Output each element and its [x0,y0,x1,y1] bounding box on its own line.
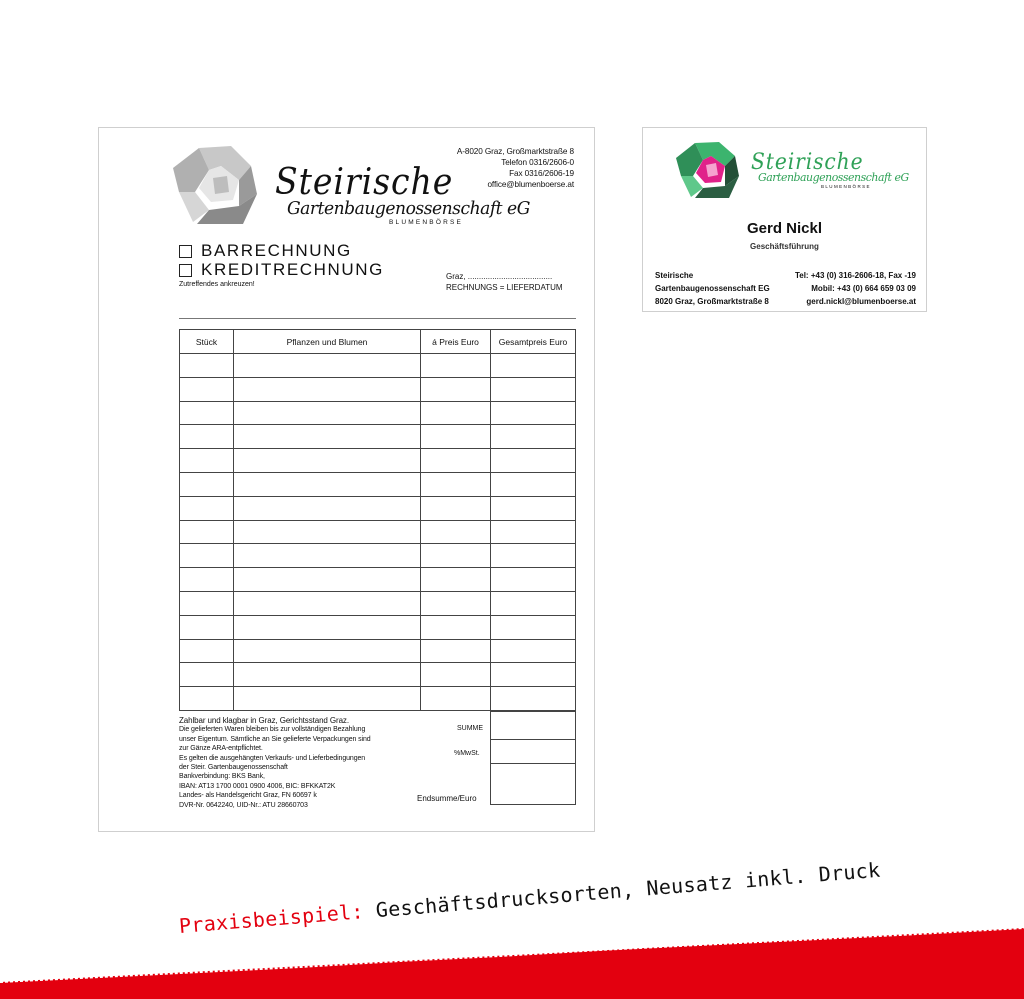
table-row[interactable] [180,449,576,473]
cell-gesamtpreis[interactable] [491,591,576,615]
cell-pflanzen[interactable] [234,472,421,496]
cell-stueck[interactable] [180,639,234,663]
cell-gesamtpreis[interactable] [491,520,576,544]
cell-stueck[interactable] [180,472,234,496]
cell-stueck[interactable] [180,496,234,520]
card-company-address: Steirische Gartenbaugenossenschaft EG 8020 Graz, Großmarktstraße 8 [655,271,770,306]
card-email-link[interactable]: gerd.nickl@blumenboerse.at [806,297,916,306]
checkbox-icon[interactable] [179,245,192,258]
invoice-form [98,127,595,832]
cell-preis[interactable] [421,687,491,711]
table-row[interactable] [180,663,576,687]
table-row[interactable] [180,520,576,544]
rose-logo-color-icon [673,140,743,200]
cell-pflanzen[interactable] [234,615,421,639]
checkbox-barrechnung[interactable]: BARRECHNUNG [179,241,352,261]
cell-gesamtpreis[interactable] [491,615,576,639]
cell-gesamtpreis[interactable] [491,354,576,378]
summe-field[interactable] [491,712,576,740]
table-row[interactable] [180,639,576,663]
cell-preis[interactable] [421,568,491,592]
cell-gesamtpreis[interactable] [491,687,576,711]
cell-stueck[interactable] [180,568,234,592]
cell-preis[interactable] [421,663,491,687]
cell-preis[interactable] [421,449,491,473]
card-person-name: Gerd Nickl [746,220,823,237]
cell-pflanzen[interactable] [234,544,421,568]
brand-title: Steirische [275,162,454,203]
rose-logo-gray-icon [169,144,261,226]
cell-stueck[interactable] [180,377,234,401]
cell-stueck[interactable] [180,663,234,687]
cell-pflanzen[interactable] [234,496,421,520]
cell-gesamtpreis[interactable] [491,377,576,401]
cell-preis[interactable] [421,639,491,663]
cell-stueck[interactable] [180,591,234,615]
table-row[interactable] [180,425,576,449]
cell-pflanzen[interactable] [234,520,421,544]
divider [179,318,576,319]
cell-preis[interactable] [421,496,491,520]
cell-stueck[interactable] [180,615,234,639]
cell-pflanzen[interactable] [234,568,421,592]
cell-preis[interactable] [421,615,491,639]
table-row[interactable] [180,401,576,425]
cell-pflanzen[interactable] [234,663,421,687]
endsumme-field[interactable] [491,764,576,805]
invoice-footer-terms: Zahlbar und klagbar in Graz, Gerichtsstand Graz. Die gelieferten Waren bleiben bis zur vollständigen Bezahlung unser Eigentum. Sämtliche an Sie gelieferte Verpackungen sind zur Gänze ARA-entpflichtet. Es gelten die ausgehängten Verkaufs- und Lieferbedingungen der Steir. Gartenbaugenossenschaft Bankverbindung: BKS Bank, IBAN: AT13 1700 0001 0900 4006, BIC: BFKKAT2K Landes- als Handelsgericht Graz, FN 60697 k DVR-Nr. 0642240, UID-Nr.: ATU 28660703 [179,716,371,809]
cell-preis[interactable] [421,472,491,496]
cell-pflanzen[interactable] [234,354,421,378]
table-header-row [180,330,576,354]
red-banner-stripe [0,920,1024,999]
cell-gesamtpreis[interactable] [491,639,576,663]
table-row[interactable] [180,568,576,592]
col-header-gesamtpreis: Gesamtpreis Euro [491,330,576,354]
brand-subtitle: Gartenbaugenossenschaft eG [287,198,530,219]
sender-address: A-8020 Graz, Großmarktstraße 8 Telefon 0316/2606-0 Fax 0316/2606-19 office@blumenboerse.at [456,147,574,189]
col-header-stueck: Stück [180,330,234,354]
banner-text: Geschäftsdrucksorten, Neusatz inkl. Druck [374,857,882,923]
table-row[interactable] [180,687,576,711]
summe-label: SUMME [457,725,484,732]
cell-pflanzen[interactable] [234,449,421,473]
cell-stueck[interactable] [180,520,234,544]
card-contact-details: Tel: +43 (0) 316-2606-18, Fax -19 Mobil: +43 (0) 664 659 03 09 gerd.nickl@blumenboerse.at [794,271,916,306]
mwst-label: %MwSt. [454,750,480,757]
cell-preis[interactable] [421,401,491,425]
cell-gesamtpreis[interactable] [491,568,576,592]
col-header-preis: á Preis Euro [421,330,491,354]
cell-pflanzen[interactable] [234,377,421,401]
cell-gesamtpreis[interactable] [491,401,576,425]
cell-preis[interactable] [421,520,491,544]
totals-table [490,711,576,805]
brand-tagline: BLUMENBÖRSE [389,219,464,226]
items-table [179,329,576,711]
checkbox-icon[interactable] [179,264,192,277]
cell-preis[interactable] [421,425,491,449]
card-brand-subtitle: Gartenbaugenossenschaft eG [758,170,909,184]
cell-gesamtpreis[interactable] [491,449,576,473]
business-card [642,127,927,312]
cell-stueck[interactable] [180,687,234,711]
table-row[interactable] [180,544,576,568]
card-brand-title: Steirische [751,150,864,175]
cell-stueck[interactable] [180,425,234,449]
cell-preis[interactable] [421,544,491,568]
cell-preis[interactable] [421,354,491,378]
col-header-pflanzen: Pflanzen und Blumen [234,330,421,354]
table-row[interactable] [180,472,576,496]
cell-pflanzen[interactable] [234,401,421,425]
table-row[interactable] [180,496,576,520]
cell-stueck[interactable] [180,449,234,473]
card-brand-tagline: BLUMENBÖRSE [821,184,871,189]
card-person-role: Geschäftsführung [750,242,819,251]
checkbox-kreditrechnung[interactable]: KREDITRECHNUNG [179,260,384,280]
cell-preis[interactable] [421,591,491,615]
cell-pflanzen[interactable] [234,591,421,615]
mwst-field[interactable] [491,740,576,764]
cell-stueck[interactable] [180,354,234,378]
cell-preis[interactable] [421,377,491,401]
cell-pflanzen[interactable] [234,639,421,663]
delivery-date-label: RECHNUNGS = LIEFERDATUM [446,283,563,292]
endsumme-label: Endsumme/Euro [417,794,477,803]
cell-gesamtpreis[interactable] [491,496,576,520]
cell-gesamtpreis[interactable] [491,472,576,496]
cell-gesamtpreis[interactable] [491,544,576,568]
cell-stueck[interactable] [180,544,234,568]
cell-pflanzen[interactable] [234,687,421,711]
table-row[interactable] [180,377,576,401]
table-row[interactable] [180,615,576,639]
cell-stueck[interactable] [180,401,234,425]
graz-date-line[interactable]: Graz, ...................................... [446,272,553,281]
table-row[interactable] [180,591,576,615]
cell-gesamtpreis[interactable] [491,425,576,449]
cell-gesamtpreis[interactable] [491,663,576,687]
banner-label: Praxisbeispiel: [178,899,365,938]
table-row[interactable] [180,354,576,378]
checkbox-note: Zutreffendes ankreuzen! [179,281,255,288]
cell-pflanzen[interactable] [234,425,421,449]
